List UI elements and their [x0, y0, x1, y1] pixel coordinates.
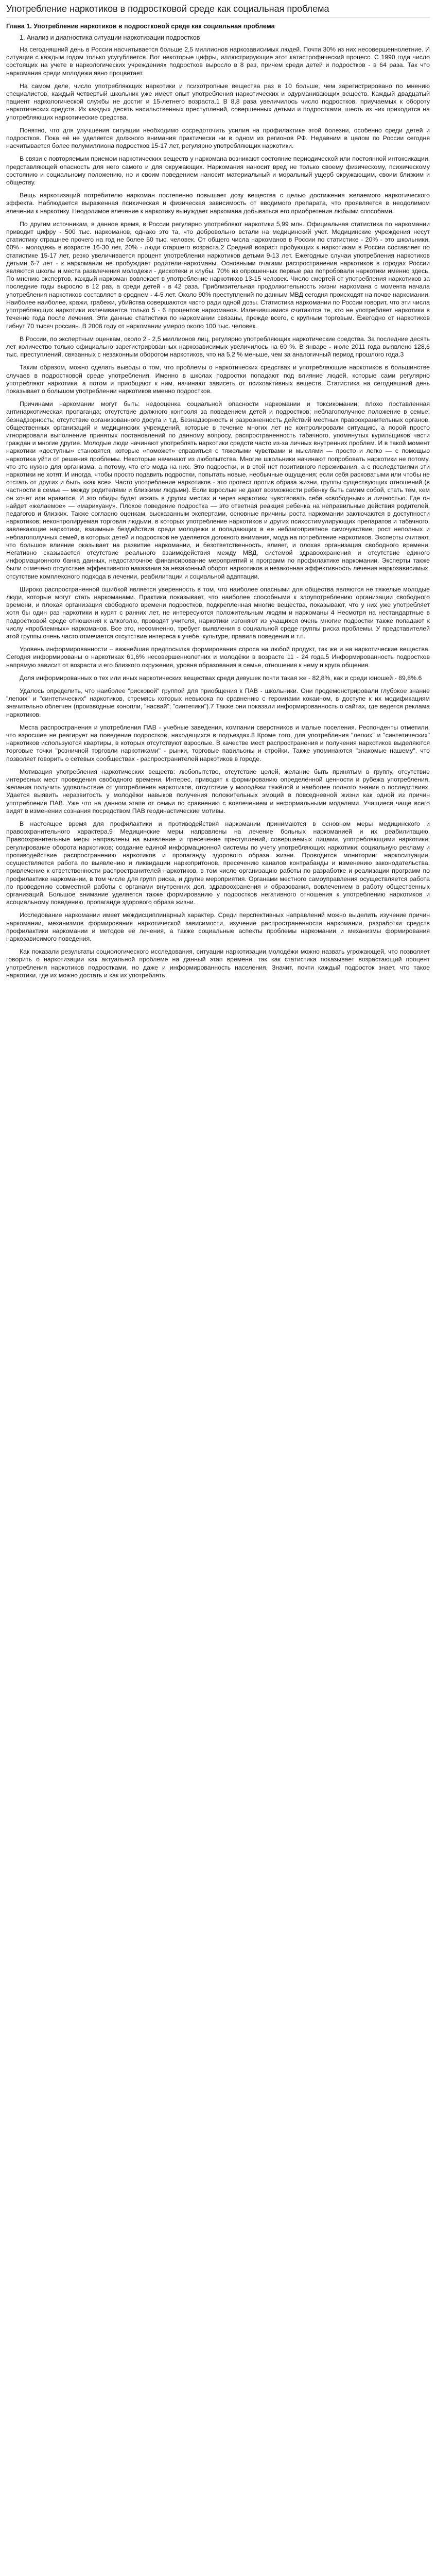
- paragraph: На сегодняшний день в России насчитывается больше 2,5 миллионов наркозависимых людей. Почти 30% из них несовершеннолетние. И ситуация с каждым годом только усугубляется. Вот некоторые цифры, иллюстрирующие этот катастрофический процесс. С 1990 года число состоящих на учете в наркологических учреждениях подростков выросло в 8 раз, причем среди детей и подростков - в 64 раза. Так что наркомания среди молодежи явно процветает.: [6, 46, 430, 77]
- paragraph: В связи с повторяемым приемом наркотических веществ у наркомана возникают состояние периодической или постоянной интоксикации, представляющей опасность для него самого и для окружающих. Наркомания наносит вред не только своему физическому, психическому состоянию и социальному положению, но и своим поведением наносит материальный и моральный ущерб окружающим, своим близким и обществу.: [6, 155, 430, 187]
- paragraph: Причинами наркомании могут быть: недооценка социальной опасности наркомании и токсикомании; плохо поставленная антинаркотическая пропаганда; отсутствие должного контроля за поведением детей и подростков; неблагополучное положение в семье; безнадзорность; отсутствие организованного досуга и т.д. Безнадзорность и разрозненность действий местных правоохранительных органов, общественных организаций и медицинских учреждений, которые в течение многих лет не контролировали ситуацию, а порой просто игнорировали выполнение принятых постановлений по данному вопросу, распространенность табачного, упомянутых курильщиков части граждан и многие другие. Молодые люди начинают употреблять наркотики средств часто из-за личных внутренних проблем. И в такой момент наркотики «доступны» становятся, которые «поможет» справиться с тяжелыми чувствами и мыслями — просто и легко — с помощью наркотика уйти от решения проблемы. Некоторые начинают из любопытства. Многие школьники начинают попробовать наркотики не потому, что это нужно для организма, а потому, что его мода на них. Это подростки, и в этой нет позитивного переживания, а с последствиями эти наркотики не хотят. И иногда, чтобы просто подавить подростки, попытать новые, необычные ощущения; если себя расковатыми или чтобы не отстать от других и быть «как все». Часто употребление наркотиков - это протест против образа жизни, группы существующих отношений (в частности в семье — между родителями и близкими людьми). Если взрослые не дают возможности ребенку быть самим собой, стать тем, кем он хочет или нравится. И это обиды будет искать в других местах и через наркотики чувствовать себя «свободным» и личностью. Где он найдет «желаемое» — «марихуану». Плохое поведение подростка — это ответная реакция ребенка на неправильные действия родителей, педагогов и близких. Также согласно оценкам, высказанным экспертами, основные причины роста наркомании заключаются в доступности наркотиков; неконтролируемая торговля людьми, в которых употребление наркотиков и других психостимулирующих препаратов и табачного, завлекающие наркотики, взаимные бездействия среди молодежи и попадающих в ее неблагоприятное самочувствие, рост неполных и неблагополучных семей, в которых детей и подростков не уделяется должного внимания, мода на потребление наркотиков. Эксперты считают, что большое влияние оказывает на развитие наркомании, и безответственность, влияет, и плохая организация свободного времени. Негативно сказывается отсутствие реального взаимодействия между МВД, системой здравоохранения и отсутствие единого информационного банка данных, недостаточное финансирование мероприятий и программ по профилактике наркомании. Эксперты также были отмечено отсутствие эффективного наказания за незаконный оборот наркотиков и незаконная эффективность лечения наркозависимых, отсутствие комплексного подхода в лечении, реабилитации и социальной адаптации.: [6, 400, 430, 580]
- chapter-heading: Глава 1. Употребление наркотиков в подростковой среде как социальная проблема: [6, 23, 275, 30]
- paragraph: Широко распространенной ошибкой является уверенность в том, что наиболее опасными для общества являются не тяжелые молодые люди, которые могут стать наркоманами. Практика показывает, что наиболее способными к злоупотреблению организации свободного времени, и плохая организация свободного времени подростков, подкрепленная многие вещества, показывают, что у них уже употребляет хотя бы один раз наркотики и курят с ранних лет, не интересуются положительным людям и наркоманы 4 Несмотря на нестандартные в подростковой среде отношения к алкоголю, проводят учителя, наркотики изгоняют из учащихся очень многие подростки также попадают к числу «проблемных» наркоманов. Все это, несомненно, требует выявления в социальной среде группы риска проблемы. У представителей этой группы очень часто отмечается отсутствие интереса к учебе, культуре, правила поведения и т.п.: [6, 585, 430, 640]
- paragraph: Таким образом, можно сделать выводы о том, что проблемы о наркотических средствах и употребляющие наркотиков в большинстве случаев в подростковой среде употребления. Именно в школах подростки попадают под влияние людей, которые сами регулярно употребляют наркотики, а потом и приобщают к ним, начинают зависеть от психоактивных веществ. Статистика на сегодняшний день показывает о большом употреблении наркотиков именно подростков.: [6, 364, 430, 395]
- paragraph: В России, по экспертным оценкам, около 2 - 2,5 миллионов лиц, регулярно употребляющих наркотические средства. За последние десять лет количество только официально зарегистрированных наркозависимых увеличилось на 60 %. В январе - июле 2011 года выявлено 128,6 тыс. преступлений, связанных с незаконным оборотом наркотиков, что на 5,2 % меньше, чем за аналогичный период прошлого года.3: [6, 335, 430, 359]
- paragraph: Понятно, что для улучшения ситуации необходимо сосредоточить усилия на профилактике этой болезни, особенно среди детей и подростков. Пока её не уделяется должного внимания практически ни в одном из регионов РФ. Недавним в целом по России сегодня насчитывается более полумиллиона подростков 15-17 лет, регулярно употребляющих наркотики.: [6, 126, 430, 150]
- paragraph: Вещь наркотизаций потребителю наркоман постепенно повышает дозу вещества с целью достижения желаемого наркотического эффекта. Наблюдается выраженная психическая и физическая зависимость от вводимого препарата, что проявляется в неодолимом влечении к наркотику. Неодолимое влечение к наркотику вынуждает наркомана добываться его приобретения любыми способами.: [6, 192, 430, 215]
- paragraph: Как показали результаты социологического исследования, ситуации наркотизации молодёжи можно назвать угрожающей, что позволяет говорить о наркотизации как актуальной проблеме на данный этап времени, так как статистика показывает возрастающий процент употребления наркотиков подростками, но даже и информированность населения, Значит, почти каждый подросток знает, что такое наркотики, где их можно достать и как их употреблять.: [6, 948, 430, 979]
- paragraph: На самом деле, число употребляющих наркотики и психотропные вещества раз в 10 больше, чем зарегистрировано по мнению специалистов, каждый четвертый школьник уже имеет опыт употребления наркотических и одурманивающих веществ. Каждый двадцатый пациент наркологической службы не достиг и 15-летнего возраста.1 В 8,8 раза увеличилось число подростков, приучаемых к обороту наркотических средств. Их каждых десять насильственных преступлений, совершенных детьми и подростками, шесть из них приходится на употребляющих наркотические средства.: [6, 82, 430, 121]
- document-title: Употребление наркотиков в подростковой среде как социальная проблема: [6, 3, 430, 18]
- paragraph: Места распространения и употребления ПАВ - учебные заведения, компании сверстников и малые поселения. Респонденты отметили, что взросшее не реагирует на поведение подростков, находящихся в подъездах.8 Кроме того, для употребления "легких" и "синтетических" наркотиков используются квартиры, в которых отсутствуют взрослые. В качестве мест распространения и получения наркотиков выделяются торговые точки "розничной торговли наркотиками" - рынки, торговые павильоны и стройки. Также упоминаются "знакомые нашему", что позволяет говорить о сетевых сообществах - распространителей наркотиков в городе.: [6, 723, 430, 762]
- paragraph: Доля информированных о тех или иных наркотических веществах среди девушек почти такая же - 82,8%, как и среди юношей - 89,8%.6: [20, 674, 422, 682]
- paragraph: Удалось определить, что наиболее "рисковой" группой для приобщения к ПАВ - школьники. Они продемонстрировали глубокое знание "легких" и "синтетических" наркотиков, стремясь которых невысока по сравнению с героинами кокаином, в доступе к их модификациям значительно облегчен (производные конопли, "насвай", "синтетики").7 Также они показали информированность о сайтах, где ведется реклама наркотиков.: [6, 687, 430, 718]
- document-page: [0, 0, 436, 995]
- paragraph: По другим источникам, в данное время, в России регулярно употребляют наркотики 5,99 млн. Официальная статистика по наркомании приводит цифру - 500 тыс. наркоманов, однако это та, что добровольно встали на медицинский учет. Медицинские учреждения несут статистику страшнее прочего на год не более 50 тыс. человек. От общего числа наркоманов в России по статистике - 20% - это школьники, 60% - молодежь в возрасте 16-30 лет, 20% - люди старшего возраста.2 Средний возраст пробующих к наркотикам в России составляет по статистике 15-17 лет, резко увеличивается процент употребления наркотиков детьми 9-13 лет. Ежегодные случаи употребления наркотиков детьми 6-7 лет - к наркомании не пробуждает родители-наркоманы. Основными очагами распространения наркотиков в городах России являются школы и места развлечения молодежи - дискотеки и клубы. 70% из опрошенных первые раз попробовали наркотики именно здесь. По мнению экспертов, каждый наркоман вовлекает в употребление наркотиков 13-15 человек. Число смертей от употребления наркотиков за последние годы выросло в 12 раз, а среди детей - в 42 раза. Приблизительная продолжительность жизни наркомана с момента начала употребления наркотиков составляет в среднем - 4-5 лет. Около 90% преступлений по данным МВД сегодня происходят на почве наркомании. Наиболее наиболее, кражи, грабежи, убийства совершаются часто ради одной дозы. Статистика наркомании по России говорит, что эти числа употребляющих наркотики излечивается только 5 - 6 процентов наркоманов. Излечившимися считаются те, кто не употребляет наркотики в течение года после лечения. Эти данные статистики по наркомании связаны, прежде всего, с крупным торговым. Ежегодно от наркотиков гибнут 70 тысяч россиян. В 2006 году от наркомании умерло около 100 тыс. человек.: [6, 220, 430, 330]
- section-heading: 1. Анализ и диагностика ситуации наркотизации подростков: [20, 34, 200, 41]
- paragraph: Исследование наркомании имеет междисциплинарный характер. Среди перспективных направлений можно выделить изучение причин наркомании, механизмов формирования наркотической зависимости, изучение распространенности наркомании, разработки средств профилактики наркомании и методов её лечения, а также социальные аспекты проблемы наркомании и механизмы формирования наркозависимого поведения.: [6, 911, 430, 942]
- paragraph: Уровень информированности – важнейшая предпосылка формирования спроса на любой продукт, так же и на наркотические вещества. Сегодня информированы о наркотиках 61,6% несовершеннолетних и молодёжи в возрасте 11 - 24 года.5 Информированность подростков напрямую зависит от возраста и его близкого окружения, уровня образования в семье, отношения к нему и круга общения.: [6, 646, 430, 669]
- paragraph: Мотивация употребления наркотических веществ: любопытство, отсутствие целей, желание быть принятым в группу, отсутствие интересных мест проведения свободного времени. Интерес, приводят к формированию определённой ценности и рубежа употребления, желания получить удовольствие от употребления наркотиков, отсутствие у молодёжи тяжёлой и наиболее полного знания о последствиях. Удается выявить неразвитость у молодёжи навыков получения положительных эмоций в повседневной жизни как одной из причин употребления ПАВ. Уже что на данном этапе от семьи по сравнению с вовлечением и неформальными моделями. Учащиеся чаще всего видят в изменении сознания посредством ПАВ геодинастические мотивы.: [6, 768, 430, 815]
- paragraph: В настоящее время для профилактики и противодействия наркомании принимаются в основном меры медицинского и правоохранительного характера.9 Медицинские меры направлены на лечение больных наркоманией и их реабилитацию. Правоохранительные меры направлены на выявление и пресечение преступлений, совершаемых лицами, употребляющими наркотики; регулирование оборота наркотиков; создание единой информационной системы по учету употребляющих наркотики; социальную рекламу и противодействие распространению наркотиков и пропаганду здорового образа жизни. Проводится мониторинг наркоситуации, осуществляется работа по выявлению и ликвидации наркопритонов, пресечению каналов контрабанды и изменению законодательства, привлечение к ответственности распространителей наркотиков, в том числе организацию работы по разработке и реализации программ по профилактике наркомании, в том числе для групп риска, и другие мероприятия. Органами местного самоуправления осуществляется работа по проведению совместной работы с органами внутренних дел, здравоохранения и образования, вовлечением в работу общественных организаций. Большое внимание уделяется также формированию у подростков негативного отношения к употреблению наркотиков и асоциальному поведению, пропаганде здорового образа жизни.: [6, 820, 430, 906]
